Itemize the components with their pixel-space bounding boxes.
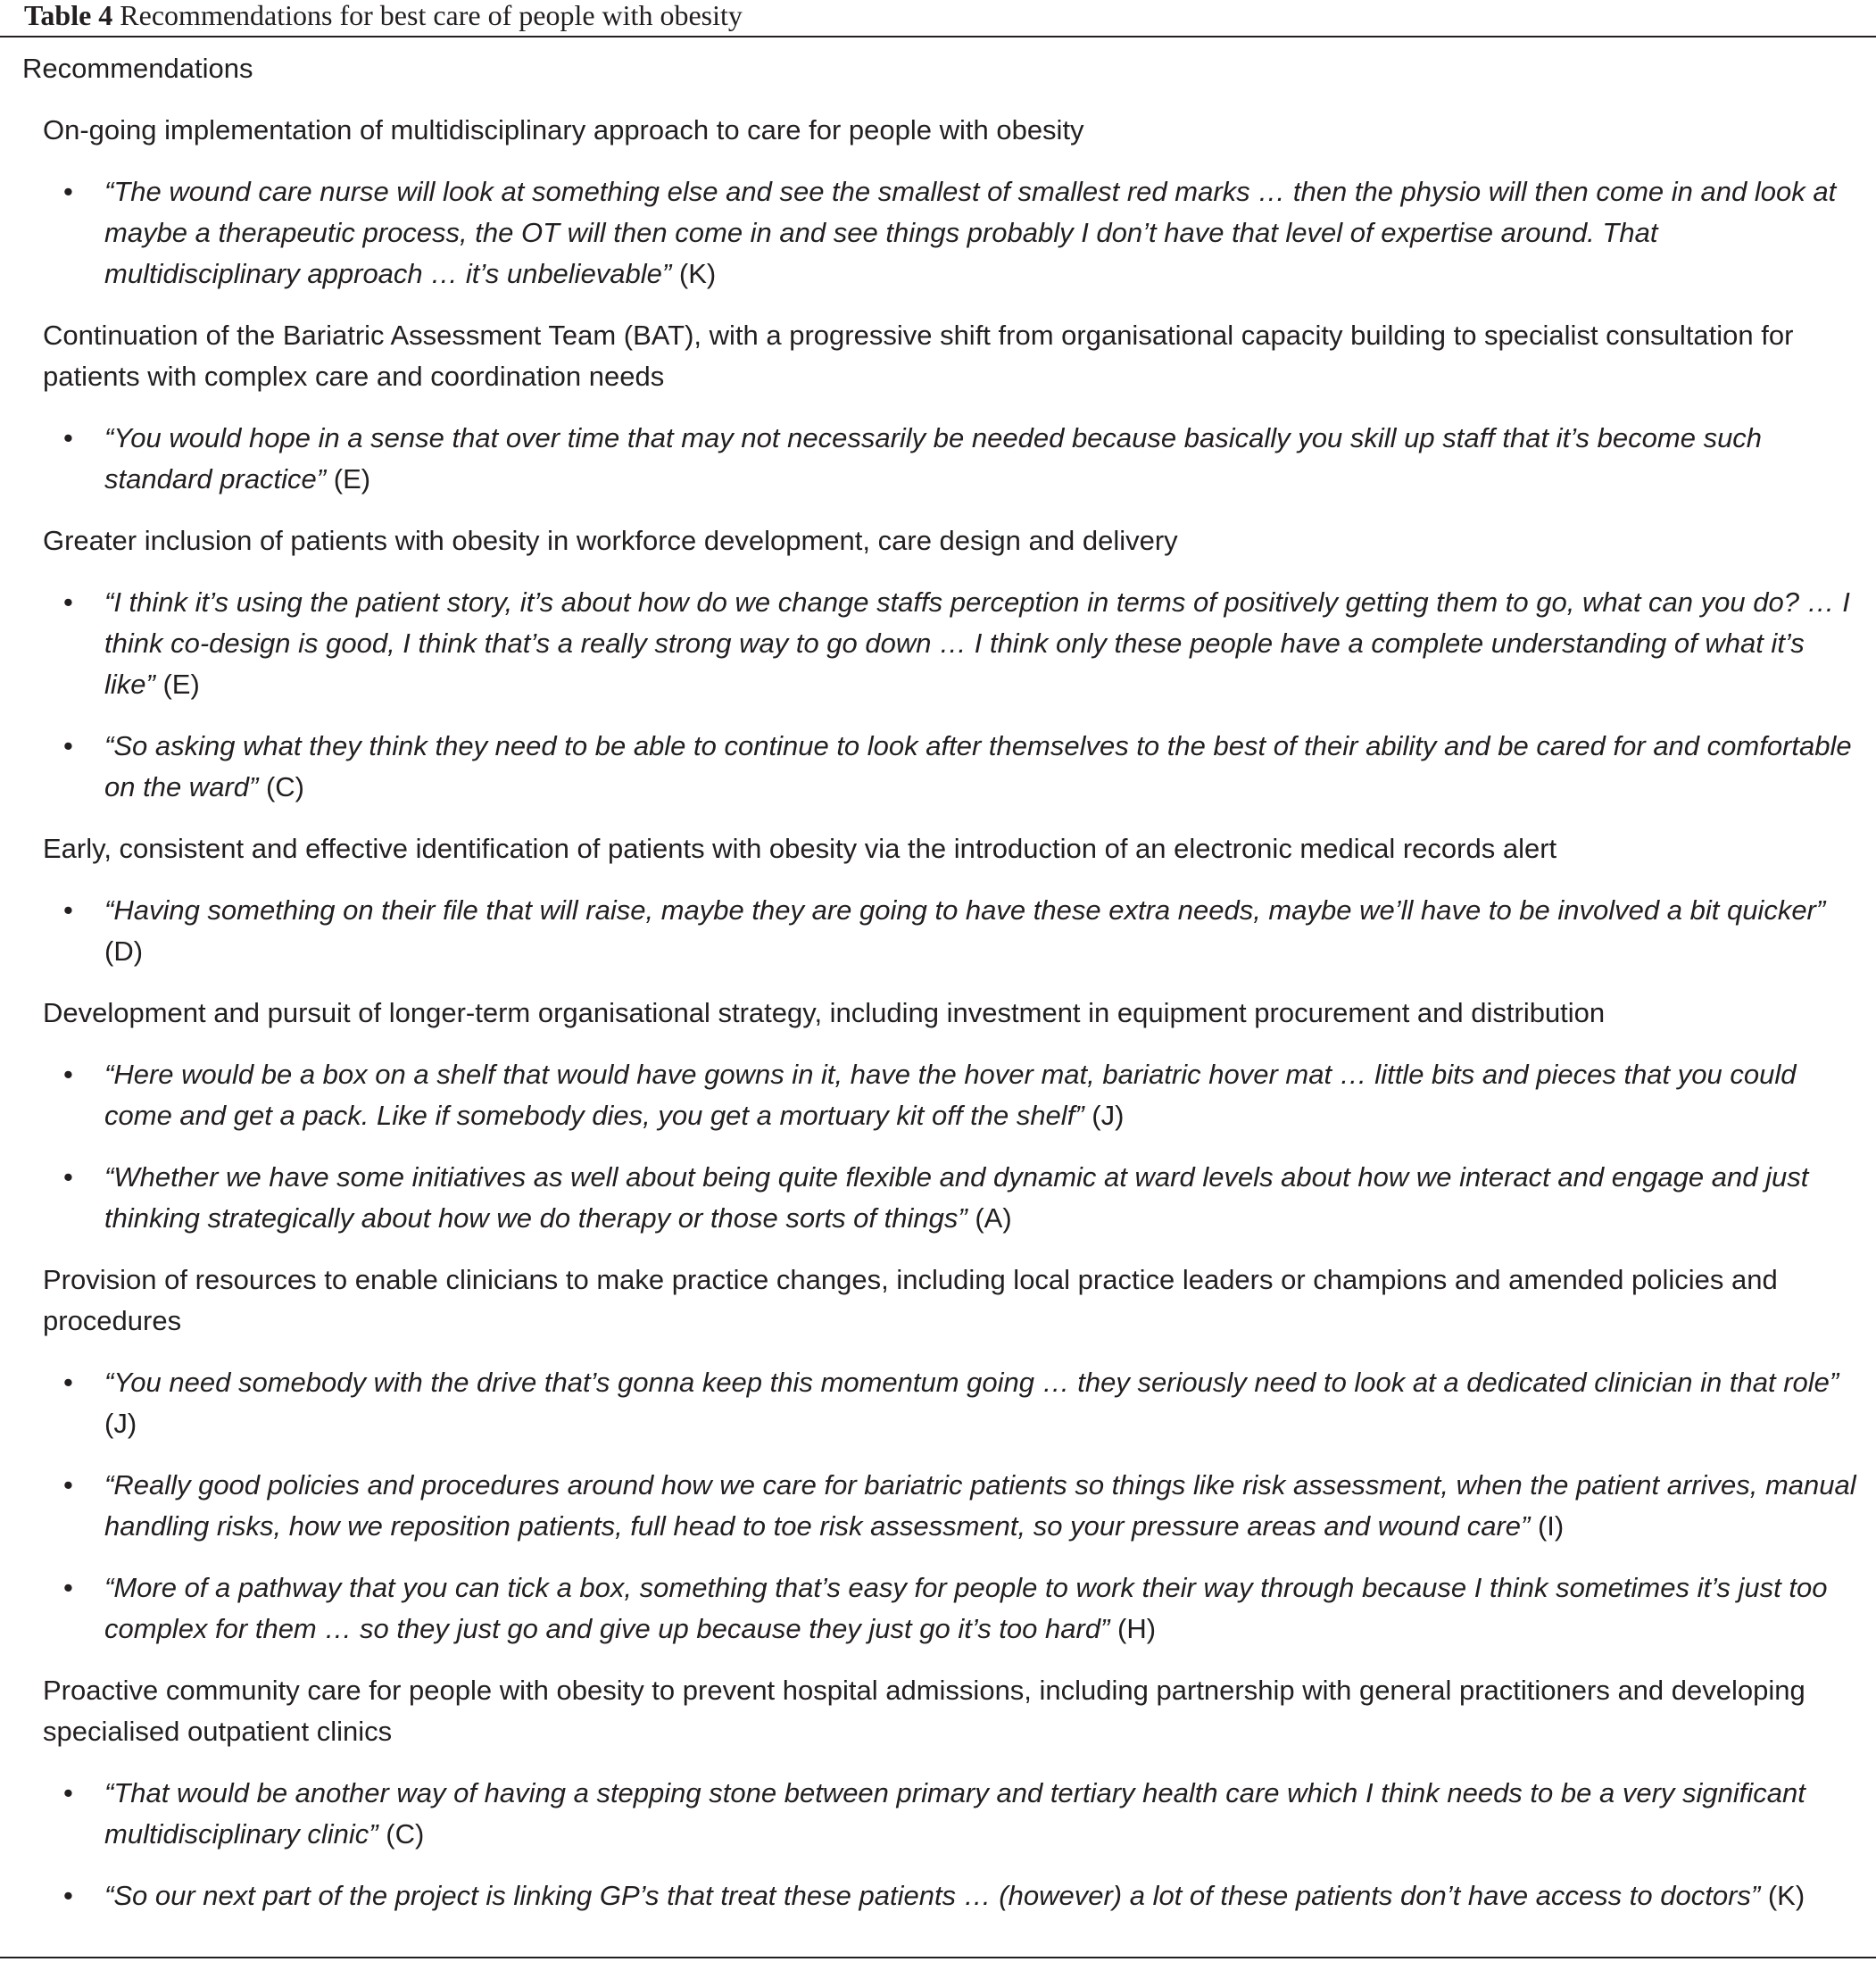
quote-list xyxy=(0,171,1876,295)
bullet-icon: • xyxy=(63,1880,73,1911)
participant-code: (J) xyxy=(1092,1100,1125,1131)
participant-code: (A) xyxy=(975,1202,1012,1234)
recommendation-block xyxy=(0,993,1876,1239)
quote-text: “I think it’s using the patient story, it’s about how do we change staffs perception in terms of positively getting them to go, what can you do? … I think co-design is good, I think that’s a really strong way to go down … I think only these people have a complete understanding of what it’s like” xyxy=(104,586,1850,700)
quote-text: “Here would be a box on a shelf that would have gowns in it, have the hover mat, bariatric hover mat … little bits and pieces that you could come and get a pack. Like if somebody dies, you get a mortuary kit off the shelf” xyxy=(104,1059,1797,1131)
quote-list xyxy=(0,1362,1876,1650)
quote-item xyxy=(63,1465,1876,1547)
participant-code: (I) xyxy=(1537,1510,1565,1542)
participant-code: (E) xyxy=(162,669,200,700)
recommendation-text: Development and pursuit of longer-term organisational strategy, including investment in equipment procurement and distribution xyxy=(43,997,1606,1028)
participant-code: (C) xyxy=(386,1818,425,1850)
bullet-icon: • xyxy=(63,1777,73,1808)
bullet-icon: • xyxy=(63,422,73,453)
recommendation-text: Continuation of the Bariatric Assessment Team (BAT), with a progressive shift from organisational capacity building to specialist consultation for patients with complex care and coordination needs xyxy=(43,320,1794,392)
quote-list xyxy=(0,1773,1876,1916)
quote-text: “Having something on their file that will raise, maybe they are going to have these extra needs, maybe we’ll have to be involved a bit quicker” xyxy=(104,894,1826,926)
quote-item xyxy=(63,171,1876,295)
quote-text: “Whether we have some initiatives as well about being quite flexible and dynamic at ward levels about how we interact and engage and just thinking strategically about how we do therapy or those sorts of things” xyxy=(104,1161,1809,1234)
recommendation-text: Early, consistent and effective identification of patients with obesity via the introduction of an electronic medical records alert xyxy=(43,833,1557,864)
quote-item xyxy=(63,1157,1876,1239)
bullet-icon: • xyxy=(63,1469,73,1501)
participant-code: (E) xyxy=(333,463,371,495)
quote-text: “You would hope in a sense that over time that may not necessarily be needed because basically you skill up staff that it’s become such standard practice” xyxy=(104,422,1763,495)
quote-item xyxy=(63,582,1876,705)
quote-list xyxy=(0,582,1876,808)
bullet-icon: • xyxy=(63,176,73,207)
quote-text: “More of a pathway that you can tick a box, something that’s easy for people to work their way through because I think sometimes it’s just too complex for them … so they just go and give up because they just go it’s too hard” xyxy=(104,1572,1828,1644)
quote-text: “So our next part of the project is linking GP’s that treat these patients … (however) a lot of these patients don’t have access to doctors” xyxy=(104,1880,1761,1911)
participant-code: (C) xyxy=(265,771,304,802)
recommendation-block xyxy=(0,520,1876,808)
quote-item xyxy=(63,1875,1876,1916)
top-rule xyxy=(0,36,1876,37)
recommendation-text: On-going implementation of multidisciplinary approach to care for people with obesity xyxy=(43,114,1084,145)
table-caption xyxy=(24,0,743,34)
quote-text: “Really good policies and procedures around how we care for bariatric patients so things like risk assessment, when the patient arrives, manual handling risks, how we reposition patients, full head to toe risk assessment, so your pressure areas and wound care” xyxy=(104,1469,1856,1542)
recommendation-text: Proactive community care for people with obesity to prevent hospital admissions, including partnership with general practitioners and developing specialised outpatient clinics xyxy=(43,1675,1805,1747)
bullet-icon: • xyxy=(63,586,73,618)
recommendation-block xyxy=(0,110,1876,295)
bullet-icon: • xyxy=(63,894,73,926)
column-header: Recommendations xyxy=(22,53,253,84)
recommendation-list xyxy=(0,110,1876,1916)
participant-code: (K) xyxy=(678,258,717,289)
recommendation-text: Greater inclusion of patients with obesity in workforce development, care design and delivery xyxy=(43,525,1178,556)
recommendation-block xyxy=(0,1670,1876,1916)
quote-item xyxy=(63,1054,1876,1136)
quote-text: “The wound care nurse will look at something else and see the smallest of smallest red marks … then the physio will then come in and look at maybe a therapeutic process, the OT will then come in and see things probably I don’t have that level of expertise around. That multidisciplinary approach … it’s unbelievable” xyxy=(104,176,1837,289)
participant-code: (H) xyxy=(1117,1613,1157,1644)
quote-text: “You need somebody with the drive that’s gonna keep this momentum going … they seriously need to look at a dedicated clinician in that role” xyxy=(104,1367,1839,1398)
quote-text: “That would be another way of having a stepping stone between primary and tertiary health care which I think needs to be a very significant multidisciplinary clinic” xyxy=(104,1777,1805,1850)
table-body xyxy=(0,48,1876,1937)
quote-item xyxy=(63,726,1876,808)
bullet-icon: • xyxy=(63,1572,73,1603)
quote-list xyxy=(0,1054,1876,1239)
participant-code: (D) xyxy=(104,935,144,967)
recommendation-block xyxy=(0,1260,1876,1650)
participant-code: (J) xyxy=(104,1408,137,1439)
quote-item xyxy=(63,1773,1876,1855)
participant-code: (K) xyxy=(1767,1880,1805,1911)
quote-item xyxy=(63,1362,1876,1444)
bottom-rule xyxy=(0,1957,1876,1958)
quote-item xyxy=(63,418,1876,500)
recommendation-block xyxy=(0,828,1876,972)
table-title: Recommendations for best care of people with obesity xyxy=(120,0,743,31)
quote-item xyxy=(63,890,1876,972)
table-label: Table 4 xyxy=(24,0,113,31)
bullet-icon: • xyxy=(63,1367,73,1398)
recommendation-text: Provision of resources to enable clinicians to make practice changes, including local practice leaders or champions and amended policies and procedures xyxy=(43,1264,1778,1336)
quote-list xyxy=(0,418,1876,500)
bullet-icon: • xyxy=(63,1161,73,1193)
quote-item xyxy=(63,1567,1876,1650)
bullet-icon: • xyxy=(63,730,73,761)
quote-list xyxy=(0,890,1876,972)
bullet-icon: • xyxy=(63,1059,73,1090)
quote-text: “So asking what they think they need to be able to continue to look after themselves to the best of their ability and be cared for and comfortable on the ward” xyxy=(104,730,1852,802)
recommendation-block xyxy=(0,315,1876,500)
